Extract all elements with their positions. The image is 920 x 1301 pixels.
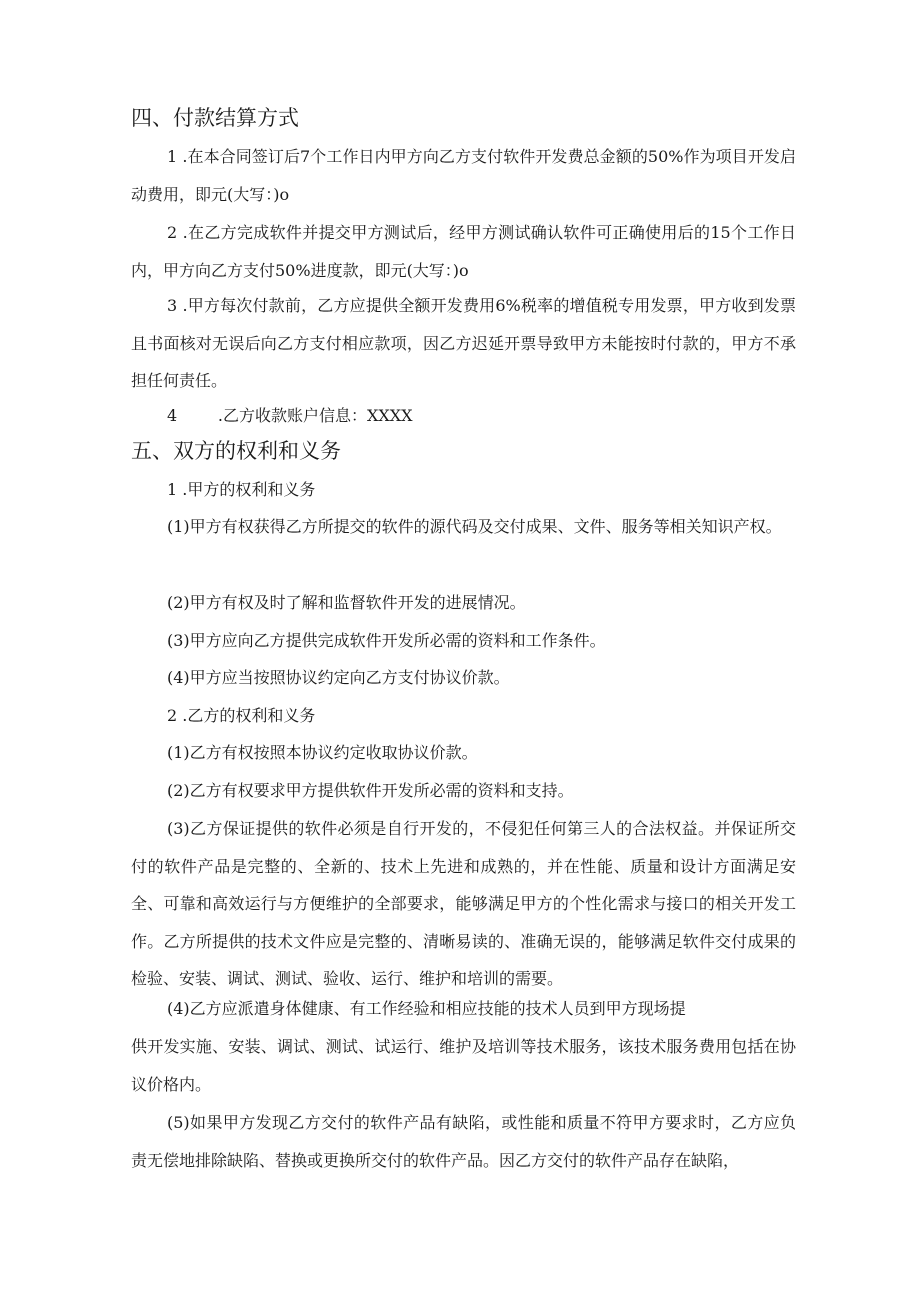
party-b-item-1: (1)乙方有权按照本协议约定收取协议价款。 xyxy=(167,743,478,762)
party-a-item-4: (4)甲方应当按照协议约定向乙方支付协议价款。 xyxy=(167,668,510,687)
party-a-item-3: (3)甲方应向乙方提供完成软件开发所必需的资料和工作条件。 xyxy=(167,631,606,650)
party-b-item-5: (5)如果甲方发现乙方交付的软件产品有缺陷，或性能和质量不符甲方要求时，乙方应负责无偿地排除缺陷、替换或更换所交付的软件产品。因乙方交付的软件产品存在缺陷， xyxy=(131,1113,796,1170)
party-a-item-2: (2)甲方有权及时了解和监督软件开发的进展情况。 xyxy=(167,593,526,612)
subsection-party-b: 2 .乙方的权利和义务 xyxy=(167,706,316,725)
section-heading-payment: 四、付款结算方式 xyxy=(131,106,299,130)
party-a-item-1: (1)甲方有权获得乙方所提交的软件的源代码及交付成果、文件、服务等相关知识产权。 xyxy=(167,517,782,536)
payment-clause-1: 1 .在本合同签订后7个工作日内甲方向乙方支付软件开发费总金额的50%作为项目开发启动费用，即元(大写：)o xyxy=(131,147,796,204)
payment-clause-3: 3 .甲方每次付款前，乙方应提供全额开发费用6%税率的增值税专用发票，甲方收到发票且书面核对无误后向乙方支付相应款项，因乙方迟延开票导致甲方未能按时付款的，甲方不承担任何责任。 xyxy=(131,296,796,390)
party-b-item-3: (3)乙方保证提供的软件必须是自行开发的，不侵犯任何第三人的合法权益。并保证所交付的软件产品是完整的、全新的、技术上先进和成熟的，并在性能、质量和设计方面满足安全、可靠和高效运行与方便维护的全部要求，能够满足甲方的个性化需求与接口的相关开发工作。乙方所提供的技术文件应是完整的、清晰易读的、准确无误的，能够满足软件交付成果的检验、安装、调试、测试、验收、运行、维护和培训的需要。 xyxy=(131,819,796,988)
party-b-item-4-continued: 供开发实施、安装、调试、测试、试运行、维护及培训等技术服务，该技术服务费用包括在协议价格内。 xyxy=(131,1037,796,1094)
party-b-item-2: (2)乙方有权要求甲方提供软件开发所必需的资料和支持。 xyxy=(167,781,574,800)
payment-clause-4: 4 .乙方收款账户信息：XXXX xyxy=(167,406,413,425)
subsection-party-a: 1 .甲方的权利和义务 xyxy=(167,480,316,499)
payment-clause-2: 2 .在乙方完成软件并提交甲方测试后，经甲方测试确认软件可正确使用后的15个工作日内，甲方向乙方支付50%进度款，即元(大写：)o xyxy=(131,223,796,280)
party-b-item-4: (4)乙方应派遣身体健康、有工作经验和相应技能的技术人员到甲方现场提 xyxy=(167,999,686,1018)
section-heading-rights: 五、双方的权利和义务 xyxy=(131,439,341,463)
